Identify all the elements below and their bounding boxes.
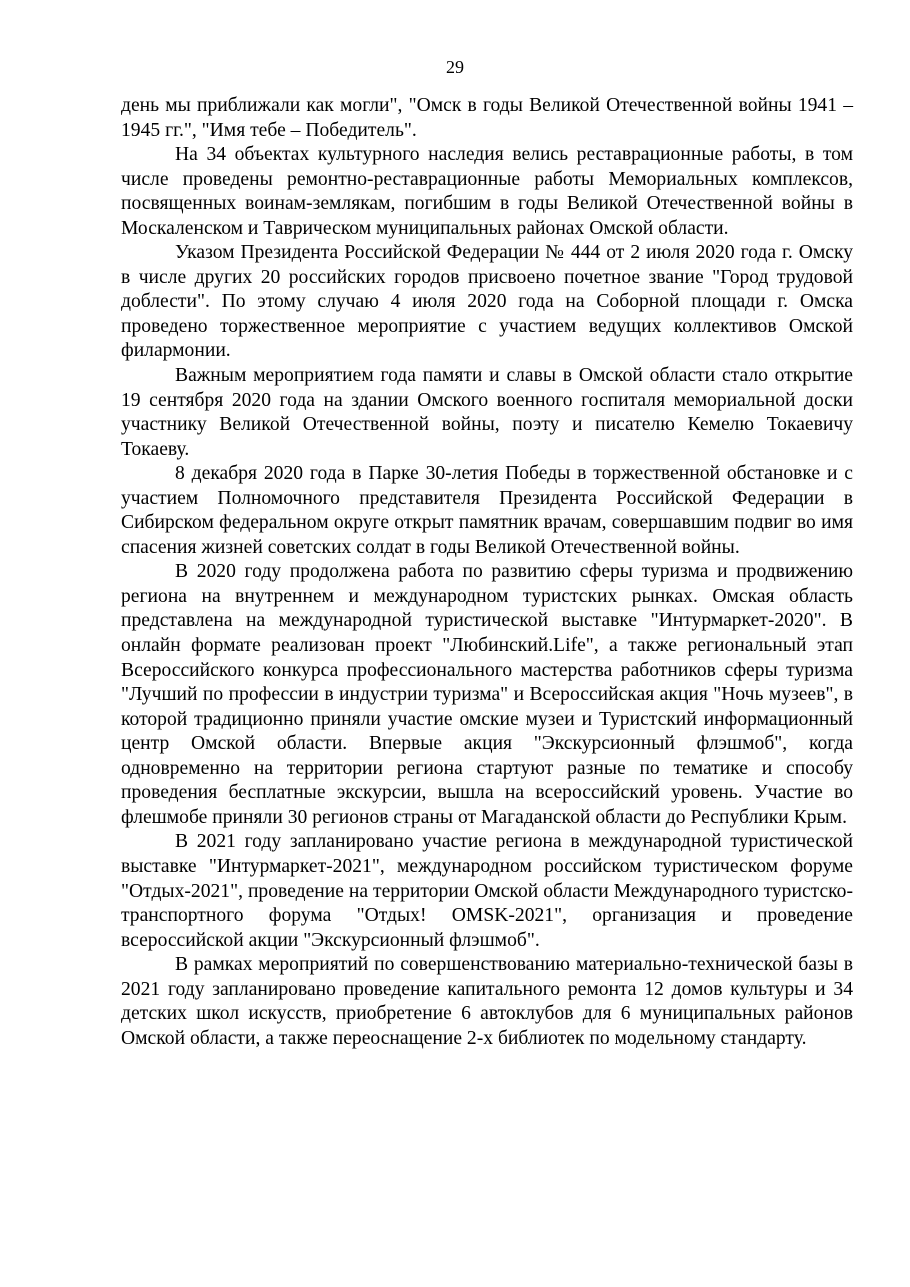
paragraph-tourism-2020: В 2020 году продолжена работа по развитию сферы туризма и продвижению региона на внутреннем и международном туристских рынках. Омская область представлена на международной туристической выставке "Интурмаркет-2020". В онлайн формате реализован проект "Любинский.Life", а также региональный этап Всероссийского конкурса профессионального мастерства работников сферы туризма "Лучший по профессии в индустрии туризма" и Всероссийская акция "Ночь музеев", в которой традиционно приняли участие омские музеи и Туристский информационный центр Омской области. Впервые акция "Экскурсионный флэшмоб", когда одновременно на территории региона стартуют разные по тематике и способу проведения бесплатные экскурсии, вышла на всероссийский уровень. Участие во флешмобе приняли 30 регионов страны от Магаданской области до Республики Крым.	[121, 561, 853, 828]
page-number: 29	[446, 57, 464, 77]
paragraph-city-of-labor-valor: Указом Президента Российской Федерации № 444 от 2 июля 2020 года г. Омску в числе других 20 российских городов присвоено почетное звание "Город трудовой доблести". По этому случаю 4 июля 2020 года на Соборной площади г. Омска проведено торжественное мероприятие с участием ведущих коллективов Омской филармонии.	[121, 242, 853, 362]
paragraph-continued: день мы приближали как могли", "Омск в годы Великой Отечественной войны 1941 – 1945 гг.", "Имя тебе – Победитель".	[121, 95, 853, 141]
paragraph-material-base: В рамках мероприятий по совершенствованию материально-технической базы в 2021 году запланировано проведение капитального ремонта 12 домов культуры и 34 детских школ искусств, приобретение 6 автоклубов для 6 муниципальных районов Омской области, а также переоснащение 2-х библиотек по модельному стандарту.	[121, 954, 853, 1049]
paragraph-restoration-works: На 34 объектах культурного наследия велись реставрационные работы, в том числе проведены ремонтно-реставрационные работы Мемориальных комплексов, посвященных воинам-землякам, погибшим в годы Великой Отечественной войны в Москаленском и Таврическом муниципальных районах Омской области.	[121, 144, 853, 239]
document-body	[121, 94, 853, 1051]
paragraph-tourism-2021: В 2021 году запланировано участие региона в международной туристической выставке "Интурмаркет-2021", международном российском туристическом форуме "Отдых-2021", проведение на территории Омской области Международного туристско-транспортного форума "Отдых! OMSK-2021", организация и проведение всероссийской акции "Экскурсионный флэшмоб".	[121, 831, 853, 951]
paragraph-doctors-monument: 8 декабря 2020 года в Парке 30-летия Победы в торжественной обстановке и с участием Полномочного представителя Президента Российской Федерации в Сибирском федеральном округе открыт памятник врачам, совершавшим подвиг во имя спасения жизней советских солдат в годы Великой Отечественной войны.	[121, 463, 853, 558]
paragraph-memorial-plaque: Важным мероприятием года памяти и славы в Омской области стало открытие 19 сентября 2020 года на здании Омского военного госпиталя мемориальной доски участнику Великой Отечественной войны, поэту и писателю Кемелю Токаевичу Токаеву.	[121, 365, 853, 460]
